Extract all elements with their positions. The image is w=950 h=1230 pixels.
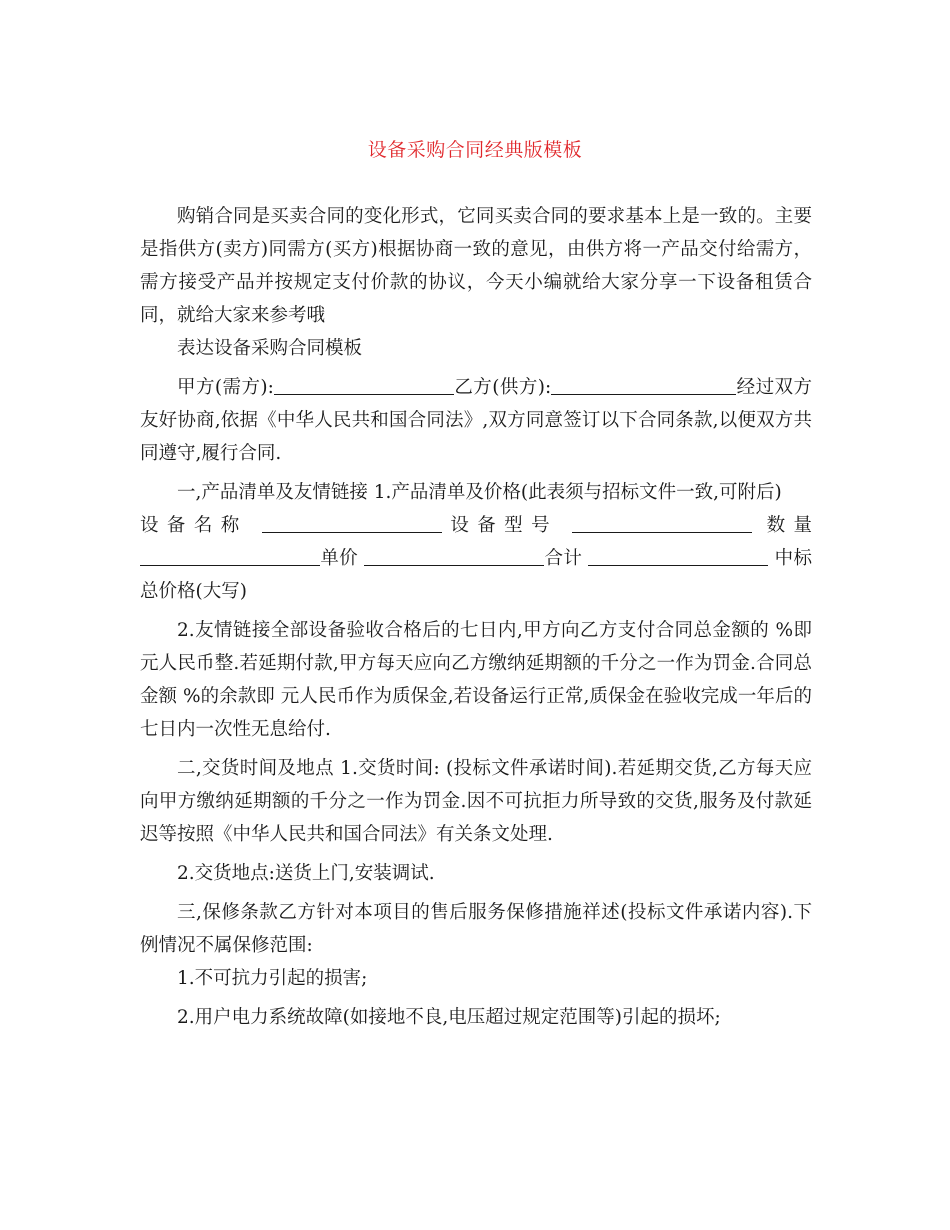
device-name-blank bbox=[262, 512, 442, 533]
party-b-blank bbox=[551, 374, 736, 395]
total-label: 合计 bbox=[544, 548, 583, 569]
location-paragraph: 2.交货地点:送货上门,安装调试. bbox=[177, 863, 435, 884]
subtitle-paragraph: 表达设备采购合同模板 bbox=[177, 338, 363, 359]
parties-paragraph bbox=[140, 371, 812, 470]
intro-paragraph: 购销合同是买卖合同的变化形式，它同买卖合同的要求基本上是一致的。主要是指供方(卖方)同需方(买方)根据协商一致的意见，由供方将一产品交付给需方，需方接受产品并按规定支付价款的协议，今天小编就给大家分享一下设备租赁合同，就给大家来参考哦 bbox=[140, 206, 812, 326]
bid-total-label: 中标总价格(大写) bbox=[140, 548, 812, 602]
warranty-item-1: 1.不可抗力引起的损害; bbox=[177, 968, 368, 989]
party-b-label: 乙方(供方): bbox=[453, 377, 552, 398]
quantity-blank bbox=[140, 545, 320, 566]
party-a-label: 甲方(需方): bbox=[177, 377, 274, 398]
device-name-label: 设备名称 bbox=[140, 515, 248, 536]
delivery-paragraph: 二,交货时间及地点 1.交货时间: (投标文件承诺时间).若延期交货,乙方每天应向甲方缴纳延期额的千分之一作为罚金.因不可抗拒力所导致的交货,服务及付款延迟等按照《中华人民共和国合同法》有关条文处理. bbox=[140, 758, 812, 845]
unit-price-label: 单价 bbox=[320, 548, 358, 569]
party-a-blank bbox=[274, 374, 454, 395]
total-blank bbox=[588, 545, 768, 566]
document-title: 设备采购合同经典版模板 bbox=[367, 139, 583, 161]
warranty-paragraph: 三,保修条款乙方针对本项目的售后服务保修措施祥述(投标文件承诺内容).下例情况不属保修范围: bbox=[140, 902, 812, 956]
quantity-label: 数量 bbox=[766, 515, 812, 536]
parties-tail: 经过双方友好协商,依据《中华人民共和国合同法》,双方同意签订以下合同条款,以便双方共同遵守,履行合同. bbox=[140, 377, 812, 464]
device-model-label: 设备型号 bbox=[441, 515, 558, 536]
warranty-item-2: 2.用户电力系统故障(如接地不良,电压超过规定范围等)引起的损坏; bbox=[177, 1007, 721, 1028]
device-model-blank bbox=[572, 512, 752, 533]
payment-paragraph: 2.友情链接全部设备验收合格后的七日内,甲方向乙方支付合同总金额的 %即 元人民币整.若延期付款,甲方每天应向乙方缴纳延期额的千分之一作为罚金.合同总金额 %的余款即 元人民币作为质保金,若设备运行正常,质保金在验收完成一年后的七日内一次性无息给付. bbox=[140, 620, 812, 740]
document-body bbox=[140, 200, 812, 1034]
product-list-paragraph bbox=[140, 509, 812, 608]
unit-price-blank bbox=[364, 545, 544, 566]
section1-heading: 一,产品清单及友情链接 1.产品清单及价格(此表须与招标文件一致,可附后) bbox=[177, 482, 782, 503]
